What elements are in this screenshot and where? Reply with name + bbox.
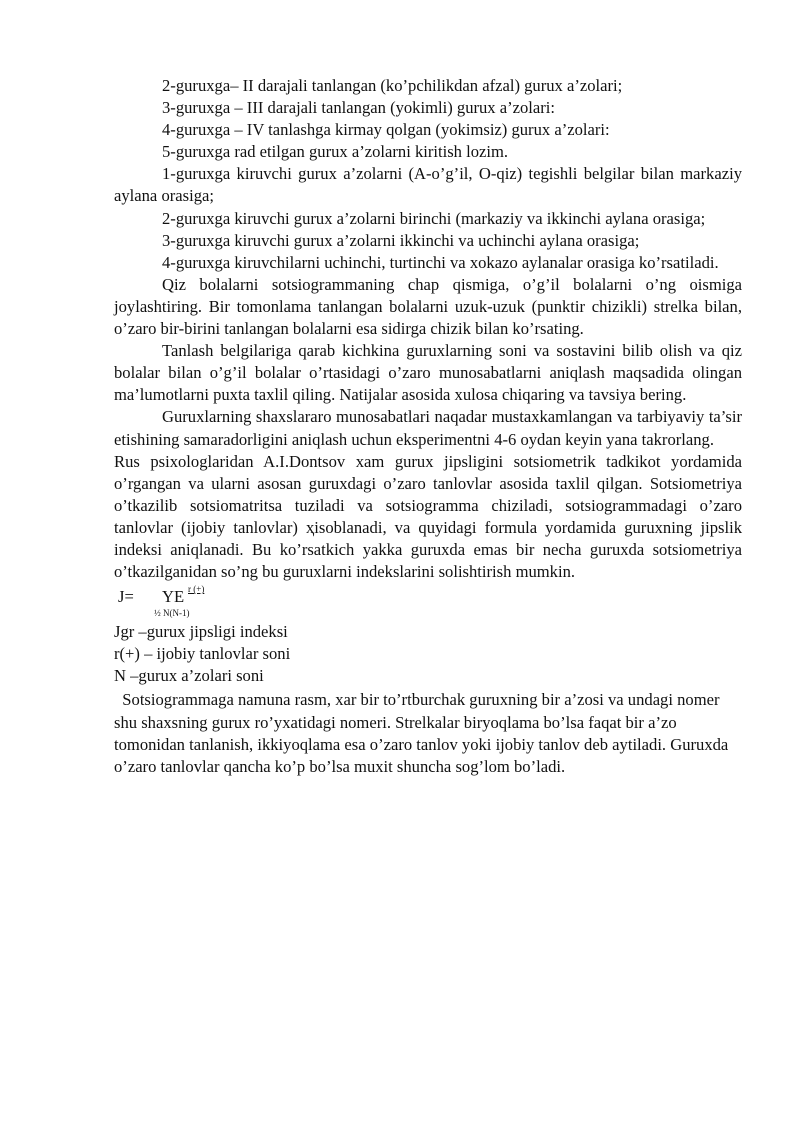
paragraph-group-2-placement: 2-guruxga kiruvchi gurux a’zolarni birinchi (markaziy va ikkinchi aylana orasiga; xyxy=(162,208,706,228)
paragraph-group-2: 2-guruxga– II darajali tanlangan (ko’pchilikdan afzal) gurux a’zolari; xyxy=(162,76,623,95)
definition-jgr: Jgr –gurux jipsligi indeksi xyxy=(114,622,288,642)
paragraph-sotsiogramma-sample xyxy=(114,689,742,777)
formula-superscript: r (+) xyxy=(188,584,205,595)
formula-denominator: ½ N(N-1) xyxy=(154,608,190,619)
paragraph-group-4-placement: 4-guruxga kiruvchilarni uchinchi, turtinchi va xokazo aylanalar orasiga ko’rsatiladi. xyxy=(162,252,719,272)
paragraph-dontsov: Rus psixologlaridan A.I.Dontsov xam gurux jipsligini sotsiometrik tadkikot yordamida o’rgangan va ularni asosan guruxdagi o’zaro tanlovlar asosida taxlil qilgan. Sotsiometriya o’tkazilib sotsiomatritsa tuziladi va sotsiogramma chiziladi, sotsiogrammadagi o’zaro tanlovlar (ijobiy tanlovlar) ҳisoblanadi, va quyidagi formula yordamida guruxning jipslik indeksi aniqlanadi. Bu ko’rsatkich yakka guruxda emas bir necha guruxda sotsiometriya o’tkazilganidan so’ng bu guruxlarni indekslarini solishtirish mumkin. xyxy=(114,451,742,582)
paragraph-girls-boys-layout: Qiz bolalarni sotsiogrammaning chap qismiga, o’g’il bolalarni o’ng oismiga joylashtiring. Bir tomonlama tanlangan bolalarni uzuk-uzuk (punktir chizikli) strelka bilan, o’zaro bir-birini tanlangan bolalarni esa sidirga chizik bilan ko’rsating. xyxy=(114,274,742,339)
definition-n: N –gurux a’zolari soni xyxy=(114,666,264,686)
closing-text: Sotsiogrammaga namuna rasm, xar bir to’rtburchak guruxning bir a’zosi va undagi nomer shu shaxsning gurux ro’yxatidagi nomeri. Strelkalar biryoqlama bo’lsa faqat bir a’zo tomonidan tanlanish, ikkiyoqlama esa o’zaro tanlov yoki ijobiy tanlov deb aytiladi. Guruxda o’zaro tanlovlar qancha ko’p bo’lsa muxit shuncha sog’lom bo’ladi. xyxy=(114,690,729,776)
formula-numerator: YE xyxy=(162,587,185,607)
paragraph-group-3-placement: 3-guruxga kiruvchi gurux a’zolarni ikkinchi va uchinchi aylana orasiga; xyxy=(162,230,640,250)
paragraph-group-3: 3-guruxga – III darajali tanlangan (yokimli) gurux a’zolari: xyxy=(162,98,556,118)
formula-lhs: J= xyxy=(118,587,134,607)
paragraph-group-1-placement: 1-guruxga kiruvchi gurux a’zolarni (A-o’g’il, O-qiz) tegishli belgilar bilan markaziy aylana orasiga; xyxy=(114,164,742,206)
paragraph-group-5: 5-guruxga rad etilgan gurux a’zolarni kiritish lozim. xyxy=(162,142,509,162)
paragraph-analysis: Tanlash belgilariga qarab kichkina guruxlarning soni va sostavini bilib olish va qiz bolalar bilan o’g’il bolalar o’rtasidagi o’zaro munosabatlarni aniqlash maqsadida olingan ma’lumotlarni puxta taxlil qiling. Natijalar asosida xulosa chiqaring va tavsiya bering. xyxy=(114,341,742,405)
paragraph-repeat-experiment: Guruxlarning shaxslararo munosabatlari naqadar mustaxkamlangan va tarbiyaviy ta’sir etishining samaradorligini aniqlash uchun eksperimentni 4-6 oydan keyin yana takrorlang. xyxy=(114,407,742,449)
document-body xyxy=(114,75,742,778)
paragraph-group-4: 4-guruxga – IV tanlashga kirmay qolgan (yokimsiz) gurux a’zolari: xyxy=(162,120,610,140)
cohesion-formula xyxy=(114,583,742,621)
definition-r-plus: r(+) – ijobiy tanlovlar soni xyxy=(114,644,291,664)
